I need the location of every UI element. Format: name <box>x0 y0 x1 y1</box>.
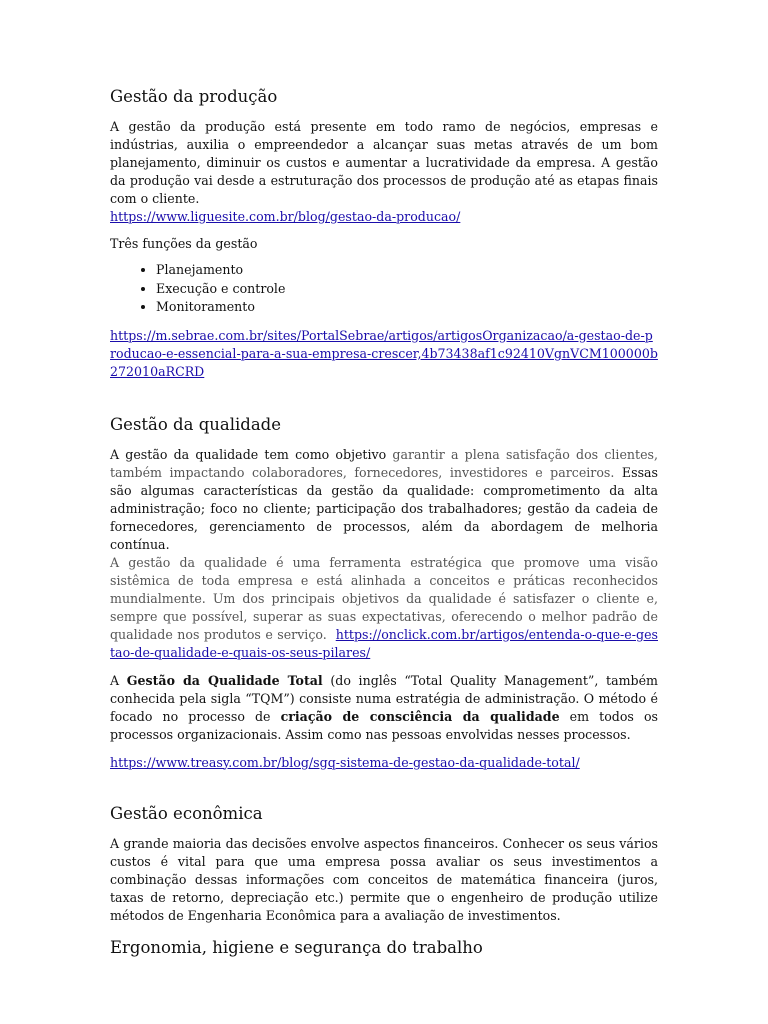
heading-ergonomia: Ergonomia, higiene e segurança do trabalho <box>110 937 483 957</box>
paragraph-qualidade-ferramenta <box>110 554 658 662</box>
text-segment: (do inglês “Total Quality Management”, também conhecida pela sigla “TQM”) consiste numa estratégia de administração. O método é focado no processo de <box>110 672 658 724</box>
link-liguesite[interactable]: https://www.liguesite.com.br/blog/gestao-da-producao/ <box>110 209 461 224</box>
heading-gestao-producao: Gestão da produção <box>110 87 278 106</box>
list-item: • Monitoramento <box>156 298 658 317</box>
bold-gestao-qualidade-total: Gestão da Qualidade Total <box>126 672 323 688</box>
bold-criacao-consciencia: criação de consciência da qualidade <box>280 708 560 724</box>
list-item: • Execução e controle <box>156 280 658 299</box>
link-line-liguesite <box>110 208 658 226</box>
link-treasy[interactable]: https://www.treasy.com.br/blog/sgq-sistema-de-gestao-da-qualidade-total/ <box>110 754 580 770</box>
text-segment: A gestão da qualidade é uma ferramenta estratégica que promove uma visão sistêmica de toda empresa e está alinhada a conceitos e práticas reconhecidos mundialmente. Um dos principais objetivos da qualidade é satisfazer o cliente e, sempre que possível, superar as suas expectativas, oferecendo o melhor padrão de qualidade nos produtos e serviço. <box>110 554 658 642</box>
heading-gestao-qualidade: Gestão da qualidade <box>110 414 282 434</box>
heading-gestao-economica: Gestão econômica <box>110 803 263 823</box>
text-segment: Essas são algumas características da gestão da qualidade: comprometimento da alta administração; foco no cliente; participação dos trabalhadores; gestão da cadeia de fornecedores, gerenciamento de processos, além da abordagem de melhoria contínua. <box>110 464 659 552</box>
link-line-treasy <box>110 754 658 772</box>
link-sebrae[interactable]: https://m.sebrae.com.br/sites/PortalSebrae/artigos/artigosOrganizacao/a-gestao-de-producao-e-essencial-para-a-sua-empresa-crescer,4b73438af1c92410VgnVCM100000b272010aRCRD <box>110 327 658 379</box>
paragraph-qualidade-objetivo <box>110 446 658 554</box>
text-segment: A <box>110 672 127 688</box>
paragraph-gestao-producao: A gestão da produção está presente em todo ramo de negócios, empresas e indústrias, auxilia o empreendedor a alcançar suas metas através de um bom planejamento, diminuir os custos e aumentar a lucratividade da empresa. A gestão da produção vai desde a estruturação dos processos de produção até as etapas finais com o cliente. <box>110 119 658 206</box>
list-item: • Planejamento <box>156 261 658 280</box>
label-tres-funcoes: Três funções da gestão <box>110 236 258 251</box>
text-segment-gray: garantir a plena satisfação dos clientes, também impactando colaboradores, fornecedores, investidores e parceiros. <box>110 446 658 480</box>
link-line-sebrae <box>110 327 658 381</box>
list-funcoes <box>110 261 658 317</box>
document-content <box>110 0 658 957</box>
paragraph-tqm <box>110 672 658 744</box>
text-segment: em todos os processos organizacionais. Assim como nas pessoas envolvidas nesses processos. <box>110 708 658 742</box>
paragraph-gestao-economica: A grande maioria das decisões envolve aspectos financeiros. Conhecer os seus vários custos é vital para que uma empresa possa avaliar os seus investimentos a combinação dessas informações com conceitos de matemática financeira (juros, taxas de retorno, depreciação etc.) permite que o engenheiro de produção utilize métodos de Engenharia Econômica para a avaliação de investimentos. <box>110 835 658 923</box>
link-onclick[interactable]: https://onclick.com.br/artigos/entenda-o-que-e-gestao-de-qualidade-e-quais-os-seus-pilares/ <box>110 626 658 660</box>
text-segment: A gestão da qualidade tem como objetivo <box>110 446 393 462</box>
